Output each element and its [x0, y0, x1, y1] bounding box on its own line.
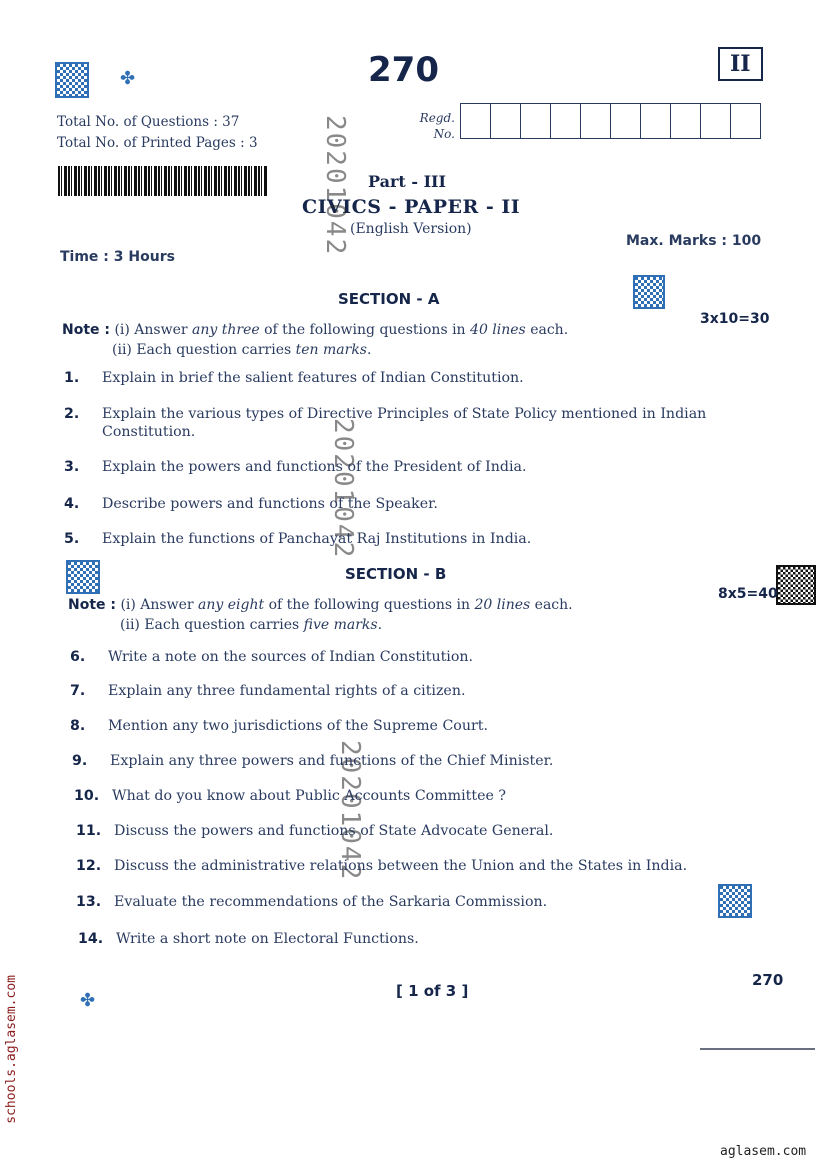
question-8: 8. Mention any two jurisdictions of the Supreme Court. — [70, 718, 488, 734]
page-number: [ 1 of 3 ] — [396, 982, 469, 1000]
total-questions: Total No. of Questions : 37 — [57, 114, 240, 130]
footer-paper-code: 270 — [752, 971, 784, 989]
question-7: 7. Explain any three fundamental rights of a citizen. — [70, 683, 466, 699]
question-9: 9. Explain any three powers and functions of the Chief Minister. — [72, 753, 554, 769]
section-b-title: SECTION - B — [345, 565, 447, 583]
watermark-2: 20201042 — [328, 418, 358, 560]
question-11: 11. Discuss the powers and functions of State Advocate General. — [76, 823, 554, 839]
paper-code: 270 — [368, 50, 439, 90]
watermark-1: 20201042 — [320, 115, 350, 257]
section-b-marks: 8x5=40 — [718, 586, 778, 602]
qr-code-top-left — [55, 62, 89, 98]
regd-number-boxes — [460, 103, 761, 139]
side-site-label: schools.aglasem.com — [4, 975, 19, 1124]
part-label: Part - III — [368, 172, 447, 191]
question-13: 13. Evaluate the recommendations of the Sarkaria Commission. — [76, 894, 548, 910]
section-a-marks: 3x10=30 — [700, 311, 770, 327]
qr-code-section-b-left — [66, 560, 100, 594]
qr-code-section-b-right — [776, 565, 816, 605]
question-5: 5. Explain the functions of Panchayat Raj Institutions in India. — [64, 531, 532, 547]
question-12: 12. Discuss the administrative relations between the Union and the States in India. — [76, 858, 688, 874]
time-allowed: Time : 3 Hours — [60, 249, 175, 265]
regd-label: Regd. No. — [419, 111, 455, 141]
section-a-note: Note : (i) Answer any three of the following questions in 40 lines each. (ii) Each question carries ten marks. — [62, 322, 569, 358]
total-pages: Total No. of Printed Pages : 3 — [57, 135, 258, 151]
language-version: (English Version) — [350, 221, 472, 237]
section-a-title: SECTION - A — [338, 290, 440, 308]
ornament-icon: ✤ — [120, 68, 136, 89]
subject-title: CIVICS - PAPER - II — [302, 196, 521, 218]
question-1: 1. Explain in brief the salient features of Indian Constitution. — [64, 370, 524, 386]
max-marks: Max. Marks : 100 — [626, 233, 762, 249]
bottom-site-label: aglasem.com — [720, 1144, 807, 1159]
question-4: 4. Describe powers and functions of the Speaker. — [64, 496, 438, 512]
question-6: 6. Write a note on the sources of Indian Constitution. — [70, 649, 474, 665]
qr-code-section-a — [633, 275, 665, 309]
qr-code-question-13 — [718, 884, 752, 918]
watermark-3: 20201042 — [335, 740, 365, 882]
barcode — [58, 166, 268, 196]
question-2: 2. Explain the various types of Directive Principles of State Policy mentioned in Indian Constitution. — [64, 406, 707, 440]
question-14: 14. Write a short note on Electoral Functions. — [78, 931, 419, 947]
section-b-note: Note : (i) Answer any eight of the following questions in 20 lines each. (ii) Each question carries five marks. — [68, 597, 573, 633]
footer-rule — [700, 1048, 815, 1050]
question-10: 10. What do you know about Public Accounts Committee ? — [74, 788, 506, 804]
ornament-icon-footer: ✤ — [80, 990, 96, 1011]
question-3: 3. Explain the powers and functions of the President of India. — [64, 459, 527, 475]
version-box: II — [718, 47, 763, 81]
